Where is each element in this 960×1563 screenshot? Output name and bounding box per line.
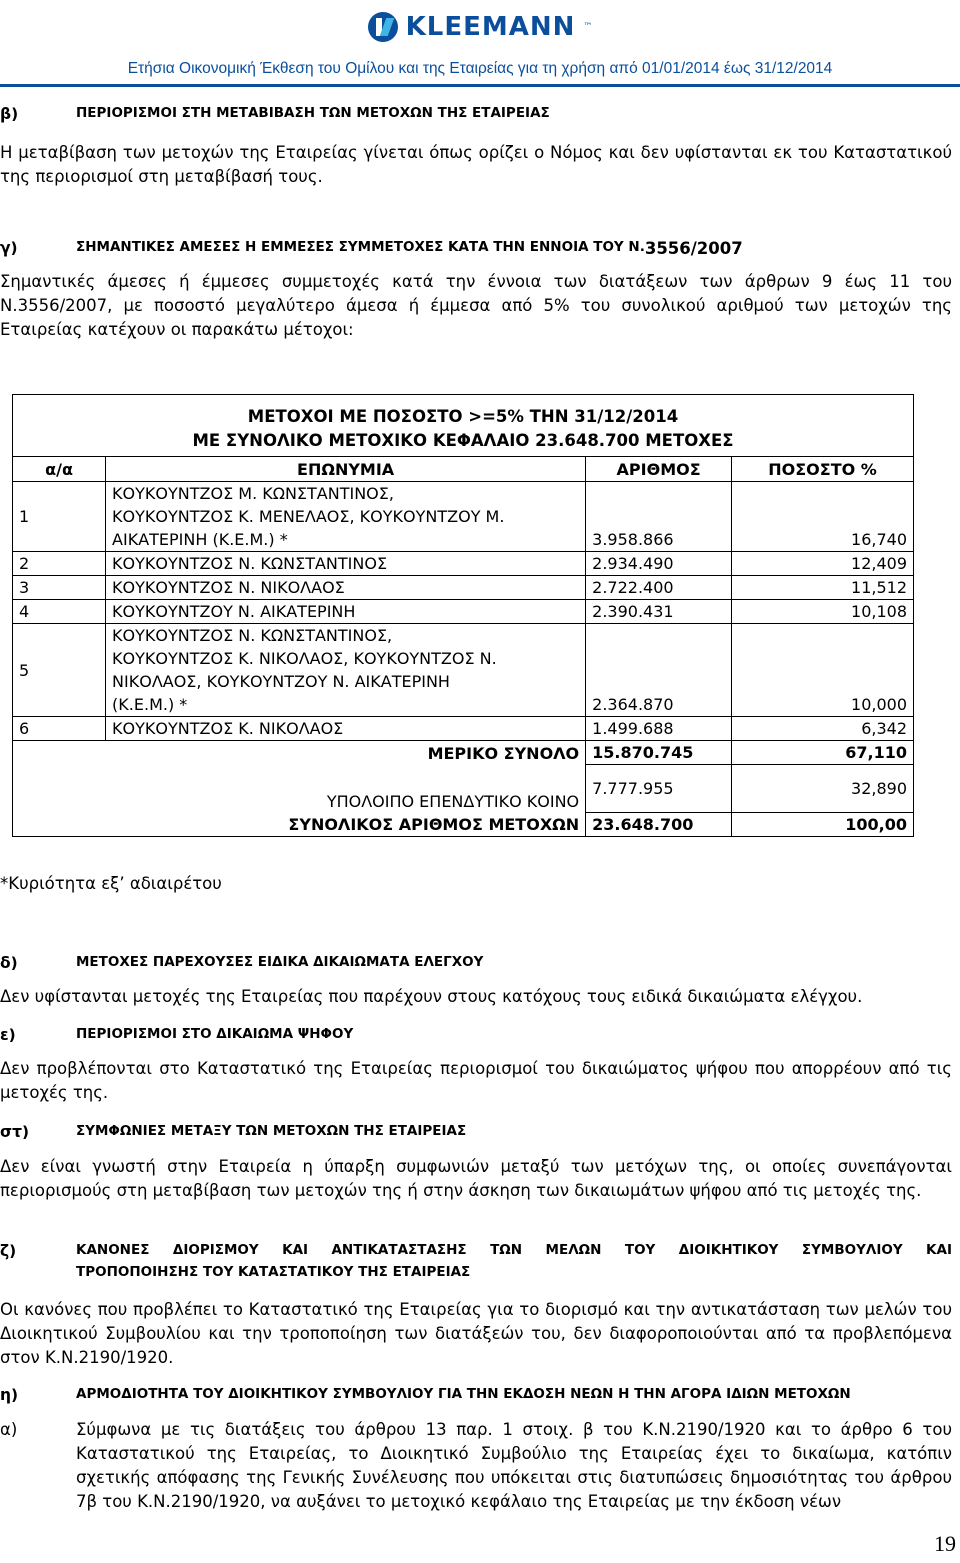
section-g-text: Σημαντικές άμεσες ή έμμεσες συμμετοχές κατά την έννοια των διατάξεων των άρθρων 9 έως 11 του Ν.3556/2007, με ποσοστό μεγαλύτερο άμεσα ή έμμεσα από 5% του συνολικού αριθμού των μετοχών της Εταιρείας κατέχουν οι παρακάτω μέτοχοι: <box>0 272 952 339</box>
section-title: ΠΕΡΙΟΡΙΣΜΟΙ ΣΤΟ ΔΙΚΑΙΩΜΑ ΨΗΦΟΥ <box>76 1026 354 1042</box>
section-st-text: Δεν είναι γνωστή στην Εταιρεία η ύπαρξη συμφωνιών μεταξύ των μετόχων της, οι οποίες συνεπάγονται περιορισμούς στη μεταβίβαση των μετοχών της ή στην άσκηση των δικαιωμάτων ψήφου από τις μετοχές της. <box>0 1157 952 1200</box>
shares-count: 2.390.431 <box>586 600 732 624</box>
shares-percent: 10,108 <box>732 600 914 624</box>
section-z <box>0 1242 952 1280</box>
section-title-line-2: ΤΡΟΠΟΠΟΙΗΣΗΣ ΤΟΥ ΚΑΤΑΣΤΑΤΙΚΟΥ ΤΗΣ ΕΤΑΙΡΕΙΑΣ <box>76 1264 471 1280</box>
section-number: β) <box>0 105 19 123</box>
section-g <box>0 239 952 258</box>
table-row <box>13 717 914 741</box>
table-row <box>13 552 914 576</box>
section-h <box>0 1386 952 1404</box>
section-number: ε) <box>0 1026 16 1044</box>
section-title: ΑΡΜΟΔΙΟΤΗΤΑ ΤΟΥ ΔΙΟΙΚΗΤΙΚΟΥ ΣΥΜΒΟΥΛΙΟΥ ΓΙΑ ΤΗΝ ΕΚΔΟΣΗ ΝΕΩΝ Η ΤΗΝ ΑΓΟΡΑ ΙΔΙΩΝ ΜΕΤΟΧΩΝ <box>76 1386 851 1402</box>
table-row <box>13 576 914 600</box>
subtotal-shares: 15.870.745 <box>586 741 732 765</box>
row-number: 1 <box>13 482 106 552</box>
logo-text: KLEEMANN <box>405 12 576 42</box>
page-number: 19 <box>934 1531 956 1556</box>
section-number: στ) <box>0 1123 30 1141</box>
shareholder-name <box>106 624 586 717</box>
row-number: 4 <box>13 600 106 624</box>
item-text: Σύμφωνα με τις διατάξεις του άρθρου 13 παρ. 1 στοιχ. β του Κ.Ν.2190/1920 και το άρθρο 6 του Καταστατικού της Εταιρείας, το Διοικητικό Συμβούλιο της Εταιρείας έχει το δικαίωμα, κατόπιν σχετικής απόφασης της Γενικής Συνέλευσης που υπόκειται στις διατυπώσεις δημοσιότητας του άρθρου 7β του Κ.Ν.2190/1920, να αυξάνει το μετοχικό κεφάλαιο της Εταιρείας με την έκδοση νέων <box>76 1420 952 1511</box>
section-heading <box>0 1242 952 1280</box>
name-line: ΚΟΥΚΟΥΝΤΖΟΣ Κ. ΜΕΝΕΛΑΟΣ, ΚΟΥΚΟΥΝΤΖΟΥ Μ. <box>112 507 505 526</box>
section-z-text: Οι κανόνες που προβλέπει το Καταστατικό της Εταιρείας για το διορισμό και την αντικατάσταση των μελών του Διοικητικού Συμβουλίου και την τροποποίηση των διατάξεών του, δεν διαφοροποιούνται από τα προβλεπόμενα στον Κ.Ν.2190/1920. <box>0 1300 952 1367</box>
subtotal-label: ΜΕΡΙΚΟ ΣΥΝΟΛΟ <box>427 743 580 763</box>
name-line: ΚΟΥΚΟΥΝΤΖΟΣ Μ. ΚΩΝΣΤΑΝΤΙΝΟΣ, <box>112 484 394 503</box>
section-title: ΜΕΤΟΧΕΣ ΠΑΡΕΧΟΥΣΕΣ ΕΙΔΙΚΑ ΔΙΚΑΙΩΜΑΤΑ ΕΛΕΓΧΟΥ <box>76 954 484 970</box>
section-title-law: 3556/2007 <box>644 239 743 258</box>
shareholder-name: ΚΟΥΚΟΥΝΤΖΟΥ Ν. ΑΙΚΑΤΕΡΙΝΗ <box>106 600 586 624</box>
section-st <box>0 1123 952 1141</box>
table-title <box>13 395 914 457</box>
shares-percent: 6,342 <box>732 717 914 741</box>
shares-count: 1.499.688 <box>586 717 732 741</box>
section-d <box>0 954 952 972</box>
header-divider <box>0 84 960 87</box>
company-logo <box>0 12 960 46</box>
section-heading <box>0 105 952 123</box>
table-row <box>13 600 914 624</box>
shareholder-name: ΚΟΥΚΟΥΝΤΖΟΣ Κ. ΝΙΚΟΛΑΟΣ <box>106 717 586 741</box>
section-heading <box>0 1386 952 1404</box>
remaining-row <box>13 765 914 813</box>
item-number: α) <box>0 1420 18 1439</box>
name-line: ΑΙΚΑΤΕΡΙΝΗ (Κ.Ε.Μ.) * <box>112 530 288 549</box>
section-number: ζ) <box>0 1242 17 1260</box>
shares-percent: 11,512 <box>732 576 914 600</box>
row-number: 3 <box>13 576 106 600</box>
table-title-line-2: ΜΕ ΣΥΝΟΛΙΚΟ ΜΕΤΟΧΙΚΟ ΚΕΦΑΛΑΙΟ 23.648.700 ΜΕΤΟΧΕΣ <box>192 431 734 450</box>
shareholder-name: ΚΟΥΚΟΥΝΤΖΟΣ Ν. ΝΙΚΟΛΑΟΣ <box>106 576 586 600</box>
column-header: α/α <box>13 457 106 482</box>
section-heading <box>0 954 952 972</box>
section-title-line-1: ΚΑΝΟΝΕΣ ΔΙΟΡΙΣΜΟΥ ΚΑΙ ΑΝΤΙΚΑΤΑΣΤΑΣΗΣ ΤΩΝ ΜΕΛΩΝ ΤΟΥ ΔΙΟΙΚΗΤΙΚΟΥ ΣΥΜΒΟΥΛΙΟΥ ΚΑΙ <box>76 1242 952 1258</box>
table-title-line-1: ΜΕΤΟΧΟΙ ΜΕ ΠΟΣΟΣΤΟ >=5% ΤΗΝ 31/12/2014 <box>247 407 679 426</box>
kleemann-logo-icon <box>368 12 398 42</box>
shares-count: 2.934.490 <box>586 552 732 576</box>
column-header: ΑΡΙΘΜΟΣ <box>586 457 732 482</box>
table-header-row <box>13 457 914 482</box>
remaining-percent: 32,890 <box>732 765 914 813</box>
row-number: 5 <box>13 624 106 717</box>
total-row <box>13 813 914 837</box>
section-number: η) <box>0 1386 19 1404</box>
total-label: ΣΥΝΟΛΙΚΟΣ ΑΡΙΘΜΟΣ ΜΕΤΟΧΩΝ <box>106 813 586 837</box>
total-shares: 23.648.700 <box>586 813 732 837</box>
section-number: γ) <box>0 239 18 257</box>
table-row <box>13 482 914 552</box>
shares-count: 3.958.866 <box>586 482 732 552</box>
section-heading <box>0 239 952 258</box>
shareholder-name <box>106 482 586 552</box>
section-e-text: Δεν προβλέπονται στο Καταστατικό της Εταιρείας περιορισμοί του δικαιώματος ψήφου που απορρέουν από τις μετοχές της. <box>0 1059 952 1102</box>
shares-count: 2.364.870 <box>586 624 732 717</box>
section-e <box>0 1026 952 1044</box>
name-line: ΚΟΥΚΟΥΝΤΖΟΣ Κ. ΝΙΚΟΛΑΟΣ, ΚΟΥΚΟΥΝΤΖΟΣ Ν. <box>112 649 497 668</box>
subtotal-percent: 67,110 <box>732 741 914 765</box>
section-b-text: Η μεταβίβαση των μετοχών της Εταιρείας γίνεται όπως ορίζει ο Νόμος και δεν υφίστανται εκ του Καταστατικού της περιορισμοί στη μεταβίβασή τους. <box>0 143 952 186</box>
section-heading <box>0 1123 952 1141</box>
shareholder-name: ΚΟΥΚΟΥΝΤΖΟΣ Ν. ΚΩΝΣΤΑΝΤΙΝΟΣ <box>106 552 586 576</box>
section-number: δ) <box>0 954 18 972</box>
section-title <box>76 1242 952 1280</box>
logo-trademark: ™ <box>583 22 593 32</box>
column-header: ΠΟΣΟΣΤΟ % <box>732 457 914 482</box>
row-number: 6 <box>13 717 106 741</box>
shares-percent: 16,740 <box>732 482 914 552</box>
section-heading <box>0 1026 952 1044</box>
name-line: ΝΙΚΟΛΑΟΣ, ΚΟΥΚΟΥΝΤΖΟΥ Ν. ΑΙΚΑΤΕΡΙΝΗ <box>112 672 450 691</box>
shares-percent: 10,000 <box>732 624 914 717</box>
section-h-item <box>0 1418 952 1514</box>
shares-percent: 12,409 <box>732 552 914 576</box>
remaining-label: ΥΠΟΛΟΙΠΟ ΕΠΕΝΔΥΤΙΚΟ ΚΟΙΝΟ <box>326 791 580 811</box>
section-b <box>0 105 952 123</box>
column-header: ΕΠΩΝΥΜΙΑ <box>106 457 586 482</box>
report-title: Ετήσια Οικονομική Έκθεση του Ομίλου και της Εταιρείας για τη χρήση από 01/01/2014 έως 31/12/2014 <box>127 60 833 77</box>
name-line: ΚΟΥΚΟΥΝΤΖΟΣ Ν. ΚΩΝΣΤΑΝΤΙΝΟΣ, <box>112 626 393 645</box>
section-title: ΣΥΜΦΩΝΙΕΣ ΜΕΤΑΞΥ ΤΩΝ ΜΕΤΟΧΩΝ ΤΗΣ ΕΤΑΙΡΕΙΑΣ <box>76 1123 467 1139</box>
shareholders-table <box>12 394 914 837</box>
subtotal-row <box>13 741 914 765</box>
section-title: ΠΕΡΙΟΡΙΣΜΟΙ ΣΤΗ ΜΕΤΑΒΙΒΑΣΗ ΤΩΝ ΜΕΤΟΧΩΝ ΤΗΣ ΕΤΑΙΡΕΙΑΣ <box>76 105 550 121</box>
section-d-text: Δεν υφίστανται μετοχές της Εταιρείας που παρέχουν στους κατόχους τους ειδικά δικαιώματα ελέγχου. <box>0 987 863 1006</box>
row-number: 2 <box>13 552 106 576</box>
name-line: (Κ.Ε.Μ.) * <box>112 695 188 714</box>
shares-count: 2.722.400 <box>586 576 732 600</box>
section-title: ΣΗΜΑΝΤΙΚΕΣ ΑΜΕΣΕΣ Η ΕΜΜΕΣΕΣ ΣΥΜΜΕΤΟΧΕΣ ΚΑΤΑ ΤΗΝ ΕΝΝΟΙΑ ΤΟΥ Ν. <box>76 239 645 255</box>
table-footnote: *Κυριότητα εξ’ αδιαιρέτου <box>0 874 222 893</box>
remaining-shares: 7.777.955 <box>586 765 732 813</box>
total-percent: 100,00 <box>732 813 914 837</box>
table-row <box>13 624 914 717</box>
